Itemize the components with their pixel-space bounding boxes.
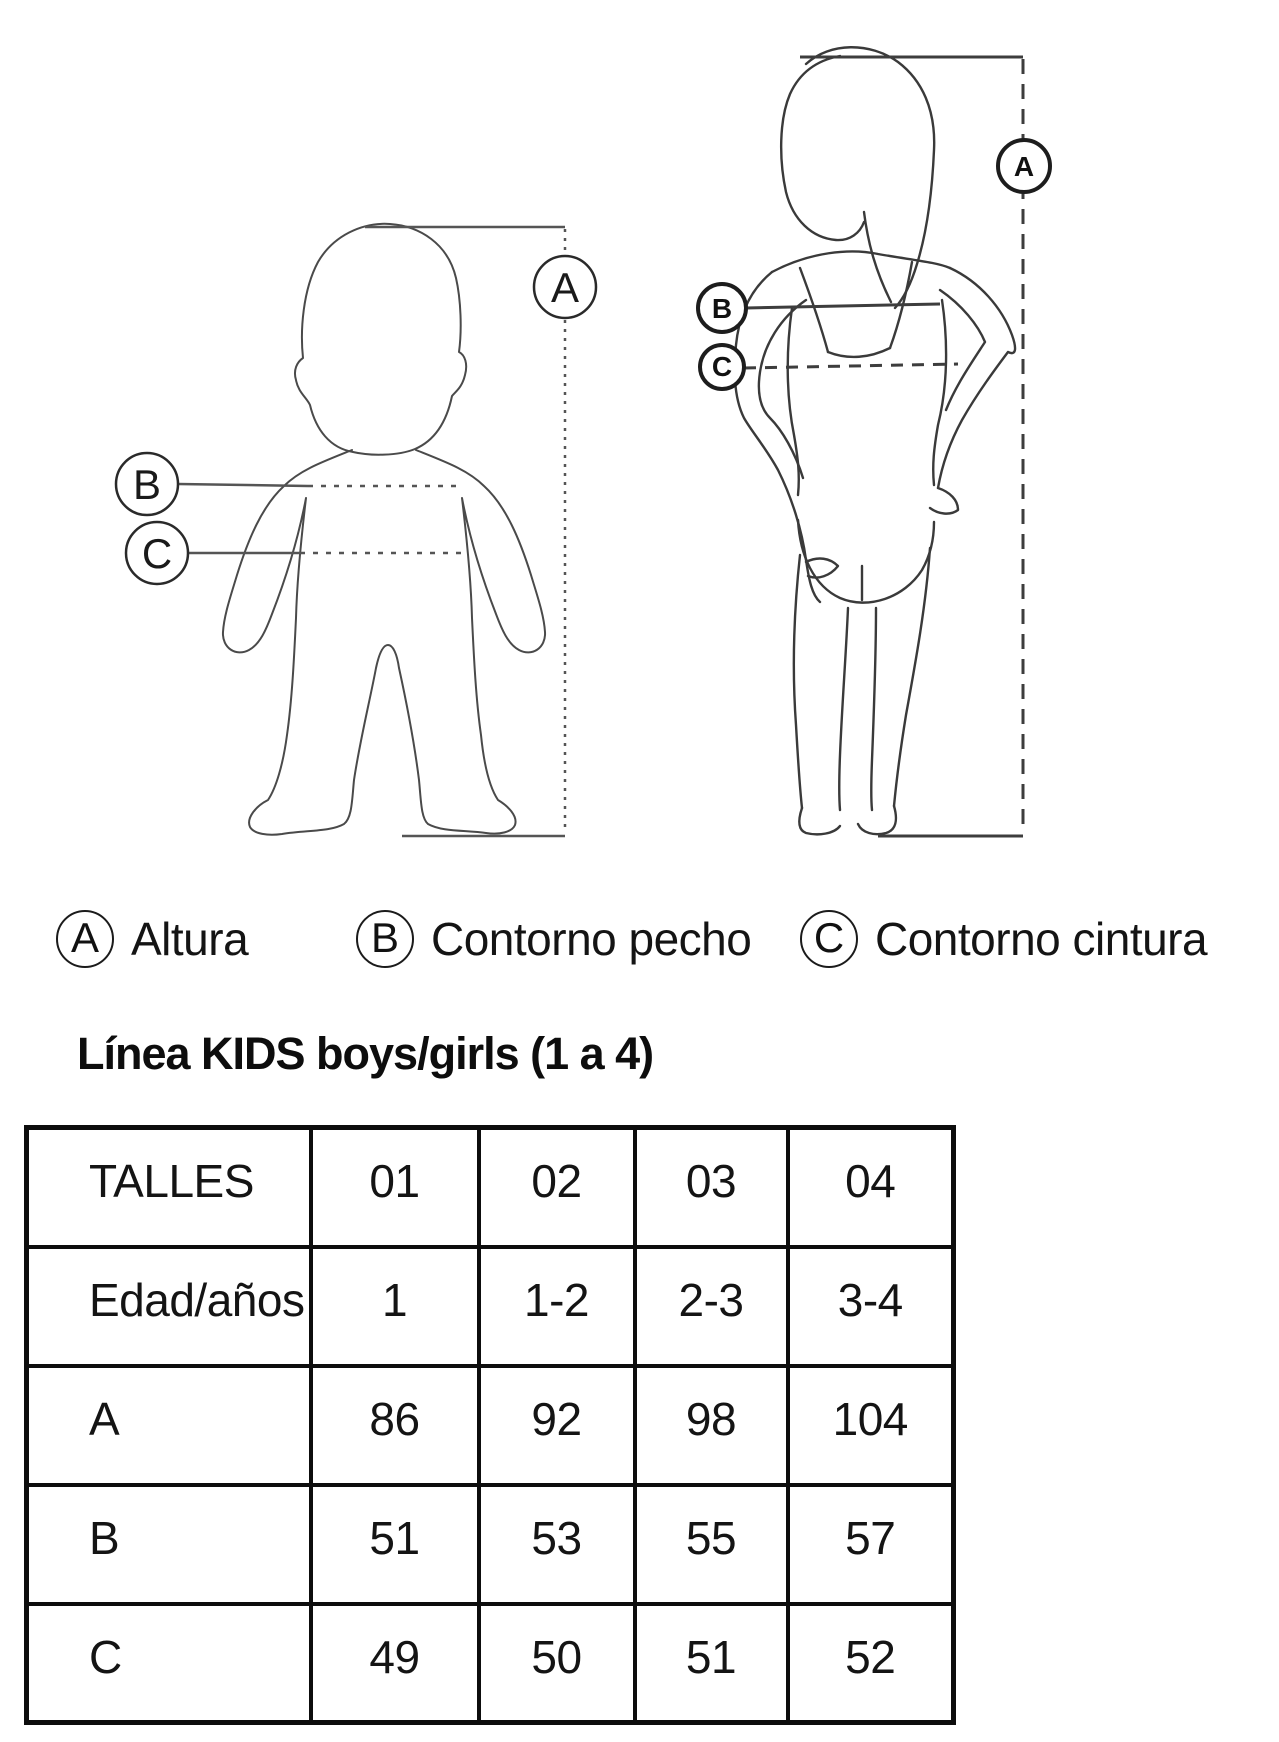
table-cell: 51 bbox=[311, 1485, 479, 1604]
back-waist-line bbox=[744, 364, 958, 368]
legend-a-label: Altura bbox=[131, 913, 249, 965]
table-cell: 2-3 bbox=[635, 1247, 788, 1366]
legend-b-circle bbox=[356, 910, 414, 968]
table-cell: 57 bbox=[788, 1485, 954, 1604]
table-cell: 53 bbox=[479, 1485, 635, 1604]
table-cell: 03 bbox=[635, 1128, 788, 1247]
table-cell: 55 bbox=[635, 1485, 788, 1604]
legend-b-letter: B bbox=[370, 914, 399, 961]
back-label-c: C bbox=[711, 351, 733, 382]
back-figure-left-leg-inner bbox=[839, 608, 848, 810]
table-cell: 01 bbox=[311, 1128, 479, 1247]
size-table bbox=[24, 1125, 956, 1725]
front-chest-line bbox=[178, 484, 308, 486]
table-row-edad bbox=[27, 1247, 954, 1366]
legend-b-label: Contorno pecho bbox=[431, 913, 752, 965]
legend-a-letter: A bbox=[70, 914, 99, 961]
legend-item-contorno-pecho bbox=[356, 905, 751, 973]
back-figure-torso-right bbox=[933, 300, 946, 485]
table-cell: 86 bbox=[311, 1366, 479, 1485]
legend-item-altura bbox=[56, 905, 248, 973]
table-header-cell: C bbox=[27, 1604, 311, 1723]
table-cell: 1 bbox=[311, 1247, 479, 1366]
table-header-cell: B bbox=[27, 1485, 311, 1604]
back-label-b: B bbox=[711, 293, 733, 324]
legend-item-contorno-cintura bbox=[800, 905, 1207, 973]
legend bbox=[0, 905, 1279, 977]
legend-c-letter: C bbox=[813, 914, 845, 961]
table-row-a bbox=[27, 1366, 954, 1485]
back-figure bbox=[698, 47, 1050, 836]
legend-c-label: Contorno cintura bbox=[875, 913, 1208, 965]
front-label-b: B bbox=[132, 461, 162, 508]
front-figure-body bbox=[223, 450, 545, 835]
table-header-cell: A bbox=[27, 1366, 311, 1485]
back-label-a: A bbox=[1013, 151, 1035, 182]
back-figure-left-foot bbox=[799, 808, 840, 834]
table-cell: 52 bbox=[788, 1604, 954, 1723]
table-cell: 49 bbox=[311, 1604, 479, 1723]
front-figure-head bbox=[295, 224, 466, 455]
table-cell: 98 bbox=[635, 1366, 788, 1485]
back-figure-right-foot bbox=[858, 806, 896, 834]
back-figure-head bbox=[781, 56, 864, 240]
section-title: Línea KIDS boys/girls (1 a 4) bbox=[77, 1028, 654, 1079]
back-figure-right-leg-outer bbox=[894, 548, 930, 806]
back-figure-hair-inner bbox=[864, 212, 891, 302]
table-header-cell: TALLES bbox=[27, 1128, 311, 1247]
table-header-cell: Edad/años bbox=[27, 1247, 311, 1366]
table-cell: 51 bbox=[635, 1604, 788, 1723]
front-label-c: C bbox=[141, 530, 173, 577]
back-figure-hair bbox=[806, 47, 934, 308]
table-row-b bbox=[27, 1485, 954, 1604]
back-figure-left-arm bbox=[735, 272, 820, 602]
table-cell: 92 bbox=[479, 1366, 635, 1485]
table-cell: 3-4 bbox=[788, 1247, 954, 1366]
back-figure-suit-strap-left bbox=[800, 268, 828, 352]
legend-c-circle bbox=[800, 910, 858, 968]
front-label-a: A bbox=[550, 264, 580, 311]
table-cell: 04 bbox=[788, 1128, 954, 1247]
back-figure-shoulders bbox=[772, 251, 950, 272]
back-chest-line bbox=[746, 304, 940, 308]
legend-a-circle bbox=[56, 910, 114, 968]
table-row-talles bbox=[27, 1128, 954, 1247]
back-figure-right-arm bbox=[938, 268, 1015, 488]
back-figure-left-leg-outer bbox=[794, 555, 802, 808]
back-figure-suit-back-edge bbox=[828, 348, 890, 357]
table-cell: 50 bbox=[479, 1604, 635, 1723]
table-cell: 104 bbox=[788, 1366, 954, 1485]
front-figure bbox=[116, 224, 596, 836]
back-figure-torso-left bbox=[788, 308, 799, 495]
table-cell: 1-2 bbox=[479, 1247, 635, 1366]
table-cell: 02 bbox=[479, 1128, 635, 1247]
back-figure-right-leg-inner bbox=[871, 608, 876, 810]
back-figure-suit-bottom bbox=[798, 520, 934, 603]
back-figure-right-hand bbox=[930, 488, 958, 514]
table-row-c bbox=[27, 1604, 954, 1723]
